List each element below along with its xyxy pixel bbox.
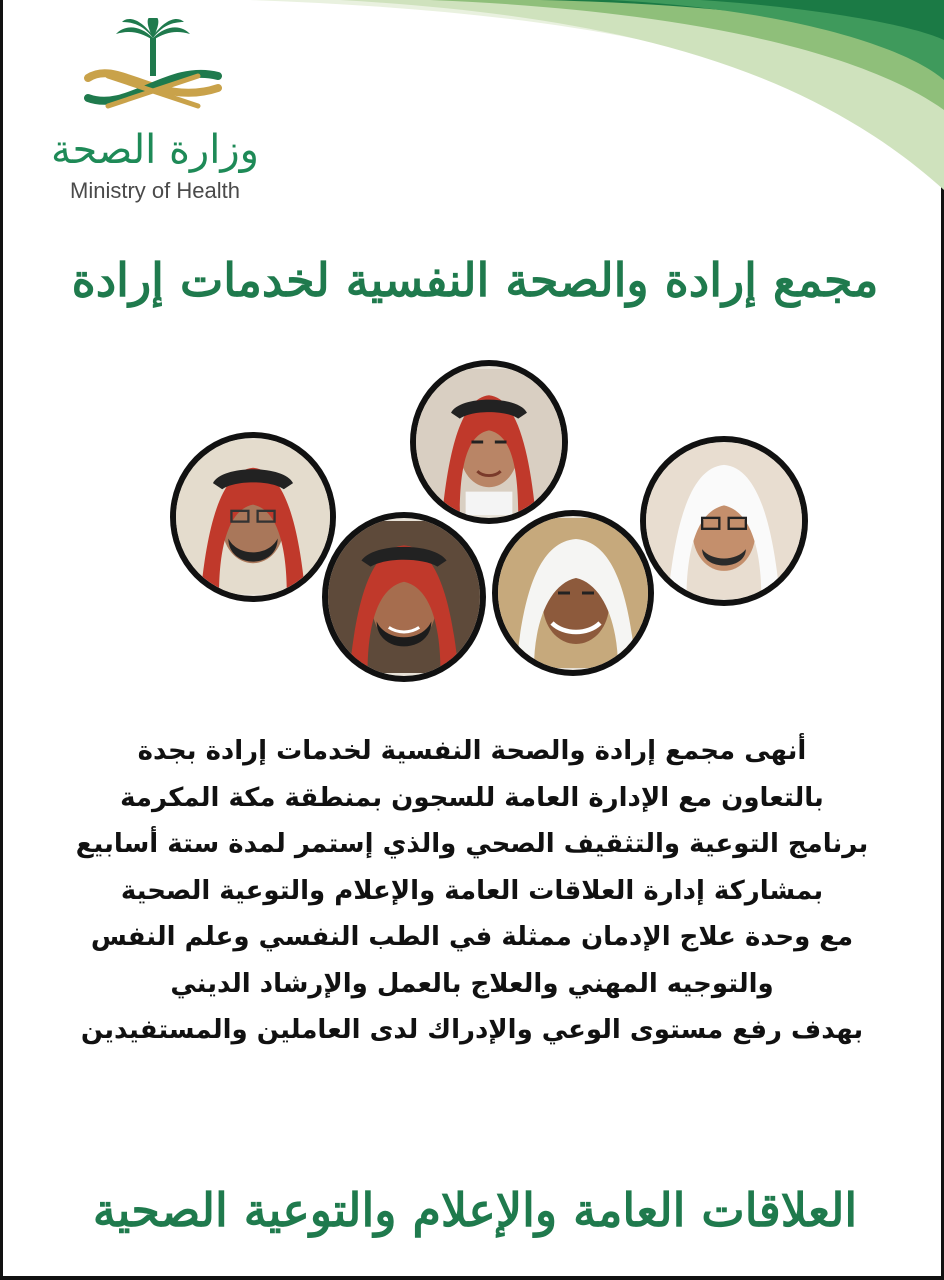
body-line: بالتعاون مع الإدارة العامة للسجون بمنطقة مكة المكرمة bbox=[120, 782, 824, 813]
ministry-name-arabic: وزارة الصحة bbox=[51, 127, 259, 173]
participant-photo-right bbox=[640, 436, 808, 606]
participant-photo-top bbox=[410, 360, 568, 524]
participant-photo-left bbox=[170, 432, 336, 602]
participant-photo-center-left bbox=[322, 512, 486, 682]
ministry-logo bbox=[40, 18, 270, 218]
body-line: مع وحدة علاج الإدمان ممثلة في الطب النفسي وعلم النفس bbox=[90, 922, 854, 952]
body-line: بهدف رفع مستوى الوعي والإدراك لدى العاملين والمستفيدين bbox=[80, 1015, 864, 1045]
body-line: بمشاركة إدارة العلاقات العامة والإعلام والتوعية الصحية bbox=[120, 875, 824, 906]
ministry-name-english: Ministry of Health bbox=[70, 178, 240, 203]
body-line: والتوجيه المهني والعلاج بالعمل والإرشاد الديني bbox=[170, 968, 774, 999]
announcement-text bbox=[40, 728, 904, 1054]
body-line: برنامج التوعية والتثقيف الصحي والذي إستمر لمدة ستة أسابيع bbox=[75, 829, 869, 859]
palm-swords-emblem-icon bbox=[78, 18, 228, 118]
body-line: أنهى مجمع إرادة والصحة النفسية لخدمات إرادة بجدة bbox=[137, 736, 807, 766]
page-title: مجمع إرادة والصحة النفسية لخدمات إرادة bbox=[71, 253, 879, 307]
footer-department-title: العلاقات العامة والإعلام والتوعية الصحية bbox=[92, 1183, 858, 1237]
participant-photo-center-right bbox=[492, 510, 654, 676]
